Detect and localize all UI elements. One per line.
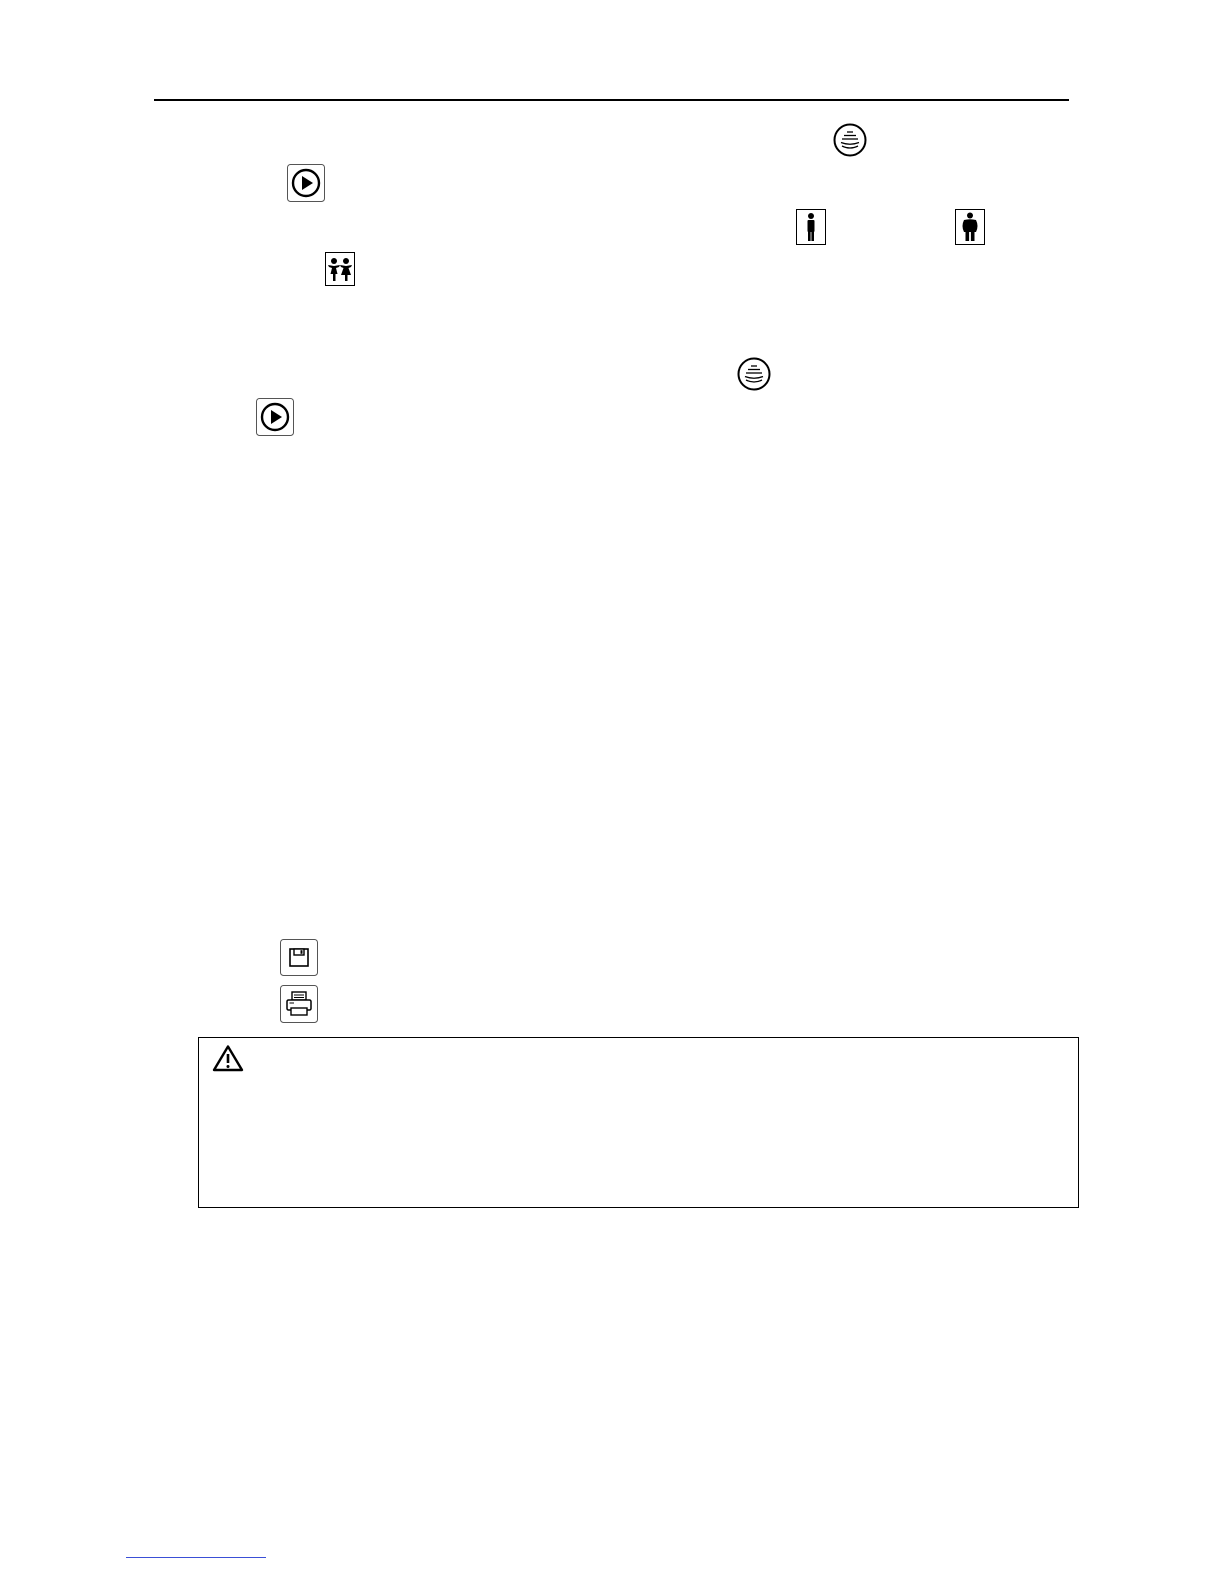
play-icon[interactable] [287, 164, 325, 202]
warning-triangle-icon [212, 1044, 244, 1072]
ultrasound-scan-icon[interactable] [833, 123, 867, 157]
ultrasound-scan-icon[interactable] [737, 357, 771, 391]
child-patient-icon[interactable] [325, 252, 355, 286]
play-icon[interactable] [256, 398, 294, 436]
save-disk-icon[interactable] [280, 939, 318, 976]
header-rule [154, 99, 1069, 101]
warning-box [198, 1037, 1079, 1208]
footer-link-underline [126, 1557, 266, 1558]
adult-patient-icon[interactable] [796, 209, 826, 245]
printer-icon[interactable] [280, 985, 318, 1023]
obese-patient-icon[interactable] [955, 209, 985, 245]
